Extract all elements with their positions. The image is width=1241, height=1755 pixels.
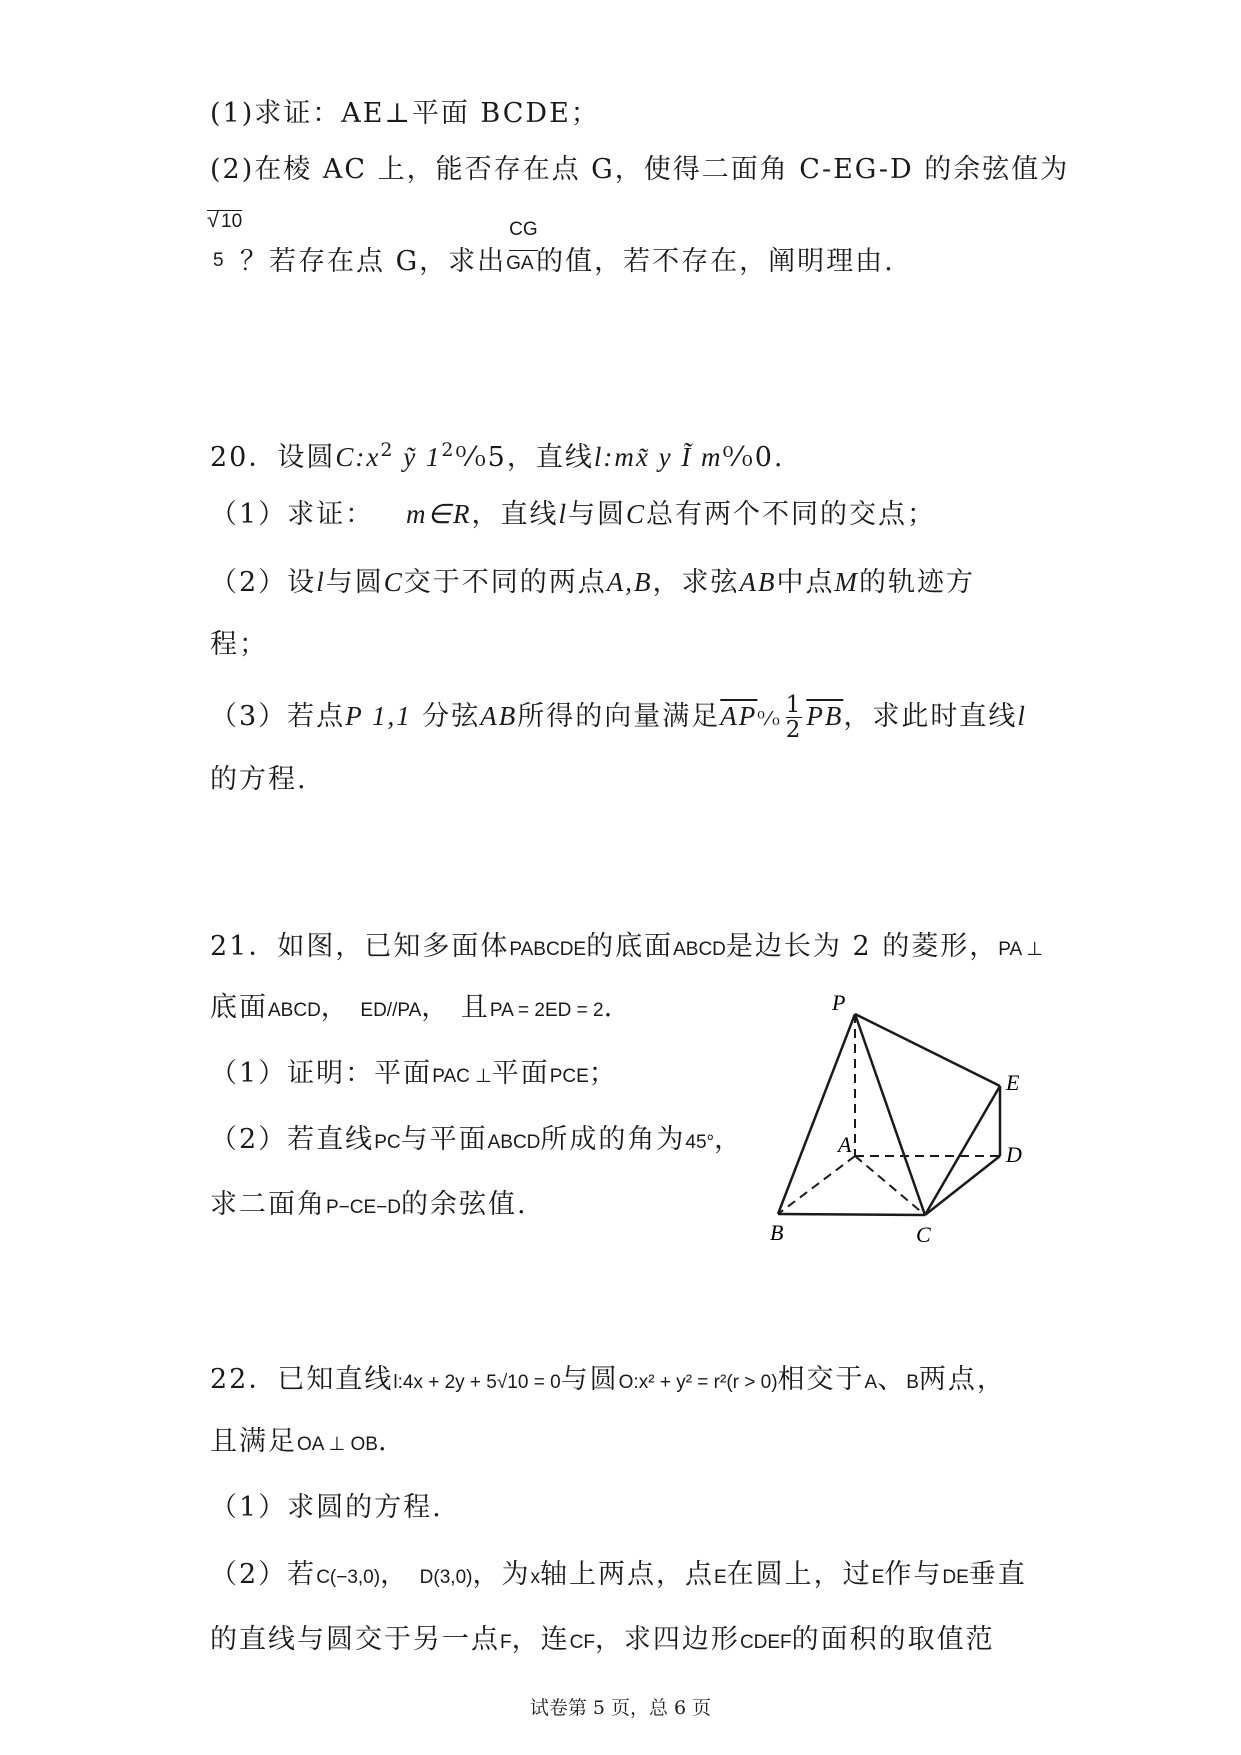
q20-part2-cont: 程； xyxy=(210,629,268,660)
q20-heading: 20．设圆$C:x^2$ ỹ $1^2^0⁄_05$，直线l:mx̃ y Ĩ m⁰⁄₀0. xyxy=(210,439,785,473)
q19-part1: (1)求证：AE⊥平面 BCDE； xyxy=(210,98,600,129)
q21-part2: （2）若直线PC与平面ABCD所成的角为45°， xyxy=(210,1124,744,1155)
q19-part2: (2)在棱 AC 上，能否存在点 G，使得二面角 C-EG-D 的余弦值为 xyxy=(210,154,1070,185)
label-E: E xyxy=(1006,1070,1020,1095)
q19-part3: ？若存在点 G，求出 $\frac{CG}{GA}$的值，若不存在，阐明理由. xyxy=(240,245,895,281)
label-A: A xyxy=(838,1132,852,1157)
polyhedron-figure xyxy=(760,990,1040,1250)
q21-heading: 21．如图，已知多面体PABCDE的底面ABCD是边长为 2 的菱形，PA ⊥ xyxy=(210,931,1043,962)
q22-part1: （1）求圆的方程. xyxy=(210,1492,443,1523)
q22-line2: 且满足OA ⊥ OB. xyxy=(210,1426,389,1457)
label-B: B xyxy=(770,1220,784,1245)
q22-heading: 22．已知直线l:4x + 2y + 5√10 = 0与圆O:x² + y² = r²(r > 0)相交于A、B两点， xyxy=(210,1364,1006,1395)
q22-part2-cont: 的直线与圆交于另一点F，连CF，求四边形CDEF的面积的取值范 xyxy=(210,1624,995,1655)
edge-CD xyxy=(925,1156,1000,1215)
q19-sqrt-fraction: √ 10 xyxy=(207,207,243,232)
q20-part3: （3）若点P 1,1 分弦AB所得的向量满足$\overline{AP}^0⁄_0$ $\frac{1}{2}$ $\overline{PB}$，求此时直线l xyxy=(210,692,1027,743)
q19-fraction-denominator: 5 xyxy=(213,250,224,271)
q21-part1: （1）证明：平面PAC ⊥平面PCE； xyxy=(210,1058,618,1089)
label-D: D xyxy=(1006,1142,1022,1167)
q19-cg: CG xyxy=(509,213,538,251)
q20-part1: （1）求证： m∈R，直线l与圆C总有两个不同的交点； xyxy=(210,499,936,530)
edge-BC xyxy=(778,1214,925,1215)
q21-line2: 底面ABCD， ED//PA， 且PA = 2ED = 2. xyxy=(210,992,615,1023)
label-C: C xyxy=(916,1222,931,1247)
q22-part2: （2）若C(−3,0)， D(3,0)，为x轴上两点，点E在圆上，过E作与DE垂直 xyxy=(210,1559,1027,1590)
q21-part2-cont: 求二面角P−CE−D的余弦值. xyxy=(210,1189,528,1220)
page-footer: 试卷第 5 页，总 6 页 xyxy=(529,1697,712,1719)
q20-part2: （2）设l与圆C交于不同的两点A,B，求弦AB中点M的轨迹方 xyxy=(210,567,975,598)
q19-ga: GA xyxy=(506,253,534,274)
edge-CE xyxy=(925,1086,1000,1215)
q20-part3-cont: 的方程. xyxy=(210,764,308,795)
label-P: P xyxy=(832,990,846,1015)
